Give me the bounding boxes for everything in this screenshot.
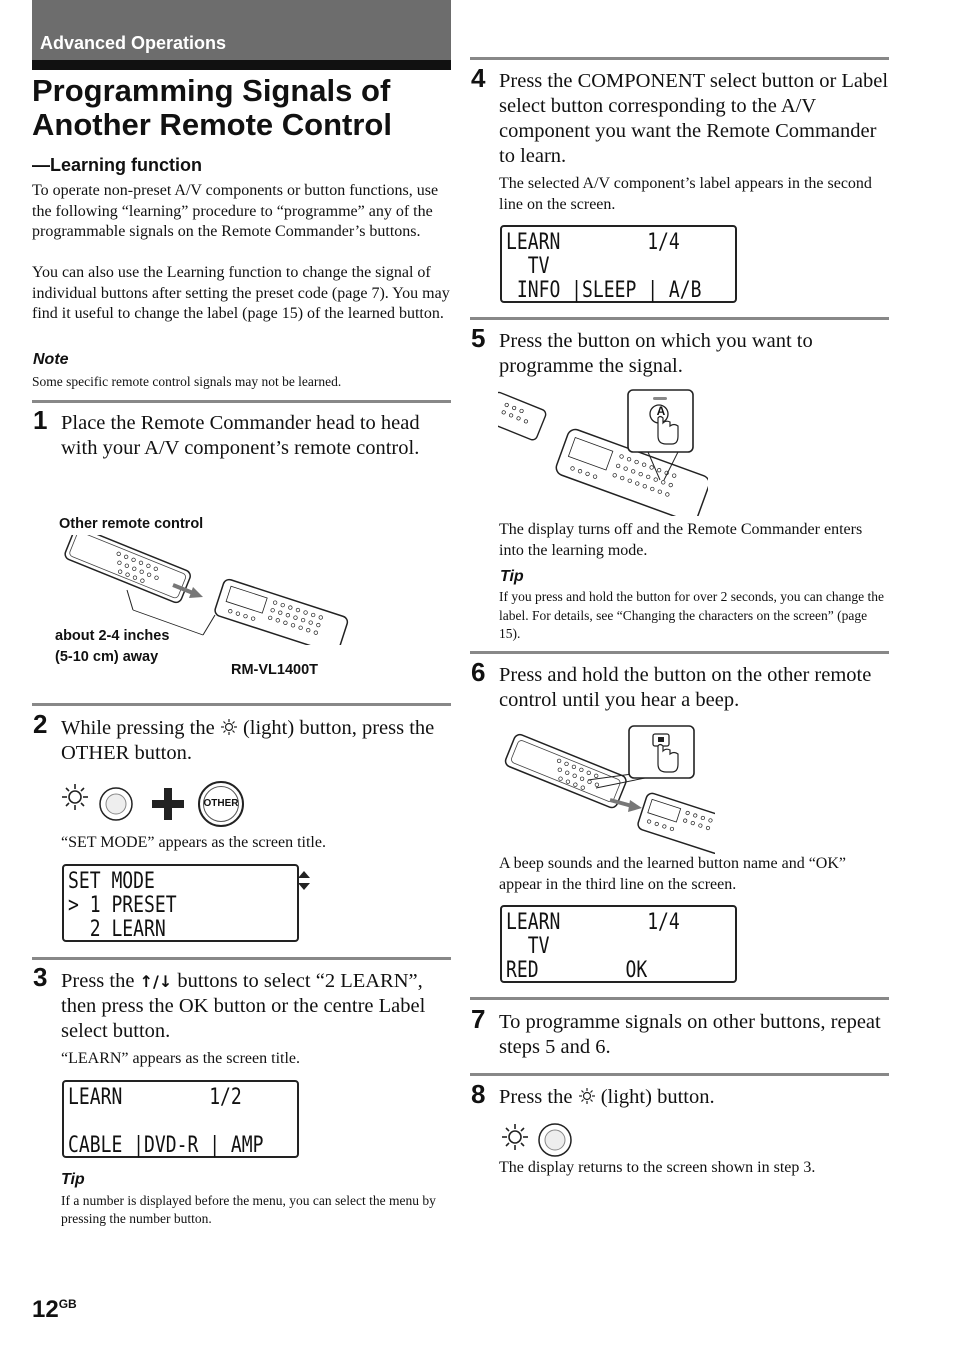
lcd-screen-learn-1-2 xyxy=(62,1080,299,1158)
lcd-line xyxy=(68,1110,256,1134)
page-number xyxy=(32,1296,77,1324)
light-icon xyxy=(220,718,238,736)
step-divider xyxy=(32,400,451,403)
page-number-value: 12 xyxy=(32,1296,59,1323)
step-3-text-b: buttons to select “2 LEARN”, then press the OK button or the centre Label select button. xyxy=(61,970,426,1042)
step-4-text: Press the COMPONENT select button or Label select button corresponding to the A/V component you want the Remote Commander to learn. xyxy=(499,70,889,167)
other-button-icon xyxy=(198,781,244,827)
other-button-label: OTHER xyxy=(203,798,239,809)
hold-button-illustration xyxy=(500,722,715,854)
step-divider xyxy=(32,957,451,960)
lcd-line: TV xyxy=(506,934,550,959)
lcd-line: TV xyxy=(506,254,550,279)
lcd-line: INFO |SLEEP | A/B xyxy=(506,278,702,303)
step-2-text-b: (light) button, press the OTHER button. xyxy=(61,717,435,764)
step-8-text-a: Press the xyxy=(499,1086,573,1108)
step-6-text: Press and hold the button on the other remote control until you hear a beep. xyxy=(499,664,872,711)
intro-paragraph-1: To operate non-preset A/V components or button functions, use the following “learning” procedure to “programme” any of the programmable signals on the Remote Commander’s buttons. xyxy=(32,182,439,240)
tip-text: If you press and hold the button for over 2 seconds, you can change the label. For details, see “Changing the characters on the screen” (page 15). xyxy=(499,589,885,641)
plus-icon xyxy=(150,786,186,822)
lcd-line: RED OK xyxy=(506,958,648,983)
step-8-number: 8 xyxy=(471,1079,486,1109)
step-3-number: 3 xyxy=(33,962,48,992)
light-button-icon xyxy=(98,786,134,822)
note-heading: Note xyxy=(33,351,69,368)
step-2-text xyxy=(61,716,451,766)
step-divider xyxy=(470,997,889,1000)
lcd-screen-learn-tv xyxy=(500,225,737,303)
step-divider xyxy=(470,1073,889,1076)
step-2-text-a: While pressing the xyxy=(61,717,215,739)
page-subtitle: —Learning function xyxy=(32,155,202,175)
distance-label-2: (5-10 cm) away xyxy=(55,649,159,665)
step-6-caption: A beep sounds and the learned button name and “OK” appear in the third line on the screen. xyxy=(499,855,847,893)
tip-text: If a number is displayed before the menu, you can select the menu by pressing the number button. xyxy=(61,1193,436,1226)
step-6-number: 6 xyxy=(471,657,486,687)
step-3-caption: “LEARN” appears as the screen title. xyxy=(61,1050,301,1067)
light-icon xyxy=(578,1087,596,1105)
up-down-arrows: ↑/↓ xyxy=(139,972,173,991)
section-header-bar xyxy=(32,0,451,70)
step-7-number: 7 xyxy=(471,1004,486,1034)
step-3-text-a: Press the xyxy=(61,970,135,992)
lcd-line: LEARN 1/4 xyxy=(506,230,680,255)
step-divider xyxy=(470,317,889,320)
lcd-line: LEARN 1/2 xyxy=(68,1085,242,1110)
up-down-indicator-icon xyxy=(297,870,311,892)
section-label: Advanced Operations xyxy=(40,33,227,53)
page-number-suffix: GB xyxy=(58,1297,77,1311)
step-8-text xyxy=(499,1085,889,1110)
lcd-screen-set-mode xyxy=(62,864,299,942)
note-text: Some specific remote control signals may not be learned. xyxy=(32,374,342,389)
step-5-caption: The display turns off and the Remote Commander enters into the learning mode. xyxy=(499,521,863,559)
lcd-line: 2 LEARN xyxy=(68,917,166,942)
step-8-caption: The display returns to the screen shown in step 3. xyxy=(499,1159,816,1176)
light-icon xyxy=(60,782,90,812)
other-remote-label: Other remote control xyxy=(59,516,204,532)
light-button-icon xyxy=(537,1122,573,1158)
step-2-number: 2 xyxy=(33,709,48,739)
step-8-text-b: (light) button. xyxy=(600,1086,715,1108)
intro-paragraph-2: You can also use the Learning function to change the signal of individual buttons after setting the preset code (page 7). You may find it useful to change the label (page 15) of the learned button. xyxy=(32,264,450,322)
step-2-caption: “SET MODE” appears as the screen title. xyxy=(61,834,326,851)
step-5-number: 5 xyxy=(471,323,486,353)
lcd-line: SET MODE xyxy=(68,869,155,894)
step-3-text xyxy=(61,969,451,1044)
step-4-caption: The selected A/V component’s label appears in the second line on the screen. xyxy=(499,175,872,213)
step-1-number: 1 xyxy=(33,405,48,435)
page-title: Programming Signals of Another Remote Control xyxy=(32,73,392,142)
distance-label-1: about 2-4 inches xyxy=(55,628,170,644)
button-a-label: A xyxy=(656,404,666,418)
tip-heading: Tip xyxy=(500,568,524,585)
press-button-illustration xyxy=(498,388,708,516)
step-divider xyxy=(470,651,889,654)
step-divider xyxy=(470,57,889,60)
step-divider xyxy=(32,703,451,706)
model-label: RM-VL1400T xyxy=(231,662,319,678)
lcd-screen-learn-ok xyxy=(500,905,737,983)
step-7-text: To programme signals on other buttons, repeat steps 5 and 6. xyxy=(499,1011,881,1058)
lcd-line: CABLE |DVD-R | AMP xyxy=(68,1133,264,1158)
lcd-line: LEARN 1/4 xyxy=(506,910,680,935)
tip-heading: Tip xyxy=(61,1171,85,1188)
lcd-line: > 1 PRESET xyxy=(68,893,177,918)
step-1-text: Place the Remote Commander head to head with your A/V component’s remote control. xyxy=(61,412,420,459)
step-4-number: 4 xyxy=(471,63,486,93)
light-icon xyxy=(500,1122,530,1152)
step-5-text: Press the button on which you want to programme the signal. xyxy=(499,330,813,377)
